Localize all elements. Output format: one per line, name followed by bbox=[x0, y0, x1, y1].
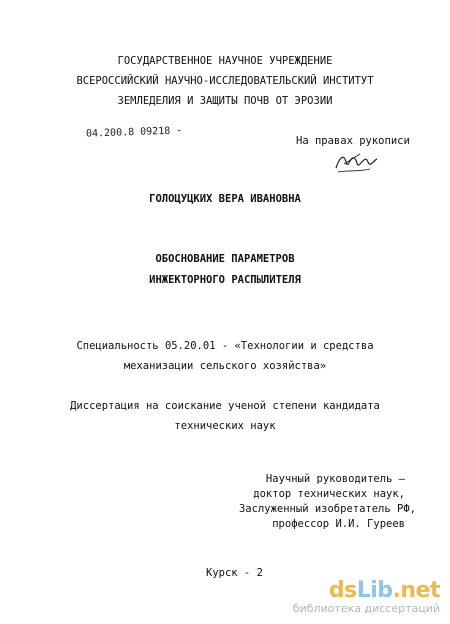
supervisor-line-3: Заслуженный изобретатель РФ, bbox=[238, 503, 416, 515]
watermark-logo: dsLib.net bbox=[328, 578, 440, 603]
supervisor-line-1: Научный руководитель – bbox=[265, 473, 405, 485]
institution-line-2: ВСЕРОССИЙСКИЙ НАУЧНО-ИССЛЕДОВАТЕЛЬСКИЙ ИНСТИТУТ bbox=[76, 75, 374, 87]
author-name: ГОЛОЦУЦКИХ ВЕРА ИВАНОВНА bbox=[149, 193, 301, 205]
handwritten-signature bbox=[330, 148, 380, 176]
specialty-line-1: Специальность 05.20.01 - «Технологии и средства bbox=[76, 340, 374, 352]
institution-line-1: ГОСУДАРСТВЕННОЕ НАУЧНОЕ УЧРЕЖДЕНИЕ bbox=[117, 55, 333, 67]
supervisor-line-4: профессор И.И. Гуреев bbox=[272, 518, 405, 530]
title-line-1: ОБОСНОВАНИЕ ПАРАМЕТРОВ bbox=[155, 253, 295, 265]
specialty-line-2: механизации сельского хозяйства» bbox=[123, 360, 327, 372]
dissertation-line-2: технических наук bbox=[174, 420, 276, 432]
dslib-watermark bbox=[293, 580, 440, 616]
supervisor-line-2: доктор технических наук, bbox=[253, 488, 405, 500]
dissertation-line-1: Диссертация на соискание ученой степени кандидата bbox=[70, 400, 380, 412]
institution-line-3: ЗЕМЛЕДЕЛИЯ И ЗАЩИТЫ ПОЧВ ОТ ЭРОЗИИ bbox=[117, 95, 333, 107]
city-year: Курск - 2 bbox=[206, 567, 263, 579]
library-stamp-number: 04.200.8 09218 - bbox=[85, 125, 183, 140]
manuscript-rights-note: На правах рукописи bbox=[296, 135, 410, 147]
watermark-subtitle: библиотека диссертаций bbox=[292, 602, 440, 615]
title-line-2: ИНЖЕКТОРНОГО РАСПЫЛИТЕЛЯ bbox=[149, 274, 301, 286]
